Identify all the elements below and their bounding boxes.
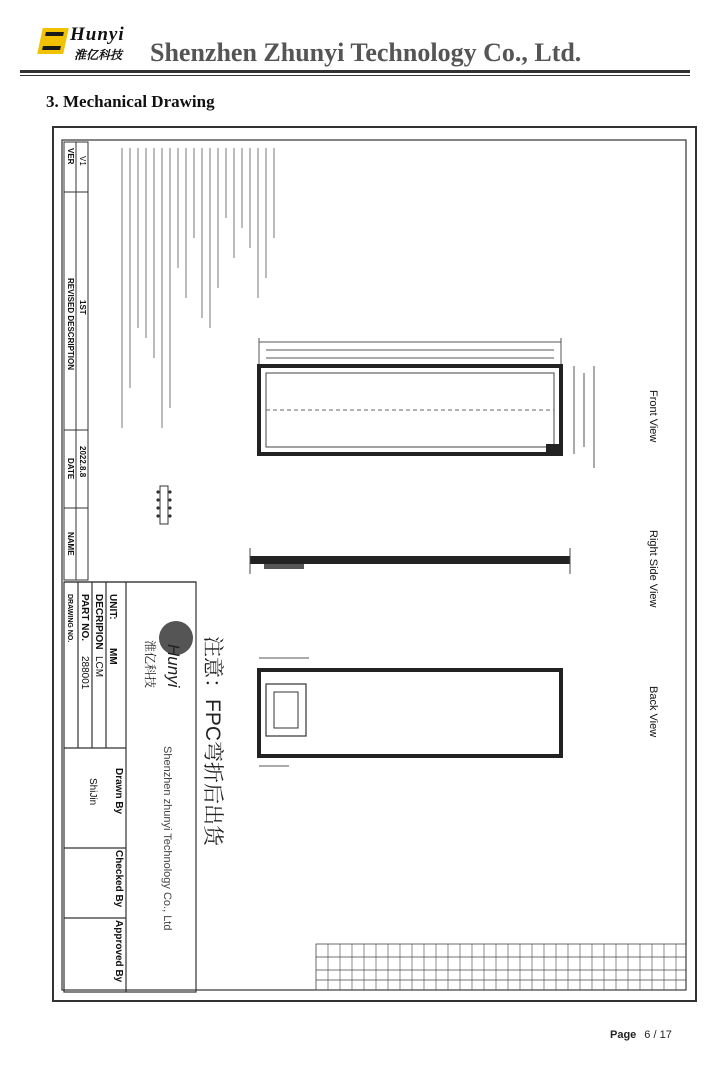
date-value: 2022.8.8: [78, 446, 87, 478]
drawn-by-label: Drawn By: [113, 768, 124, 815]
bom-grid: [316, 944, 686, 990]
connector-detail: [156, 486, 171, 524]
approved-by-label: Approved By: [113, 920, 124, 983]
right-side-view-label: Right Side View: [647, 530, 659, 608]
title-block-logo-en: Hunyi: [164, 644, 183, 688]
logo-text-cn: 淮亿科技: [74, 48, 123, 62]
fpc-note: 注意：FPC弯折后出货: [201, 636, 224, 846]
header-divider: [20, 70, 690, 73]
unit-label: UNIT:: [107, 594, 118, 620]
front-view-label: Front View: [647, 390, 659, 443]
back-view-label: Back View: [647, 686, 659, 738]
inner-frame: [62, 140, 686, 990]
title-block-logo: [143, 621, 193, 930]
description-value: LCM: [93, 656, 104, 678]
ver-value: V1: [78, 156, 87, 166]
page-value: 6 / 17: [644, 1029, 672, 1041]
logo-mark-icon: [37, 28, 69, 54]
drawn-by-value: ShiJin: [87, 778, 98, 806]
section-title: 3. Mechanical Drawing: [46, 92, 215, 111]
company-name: Shenzhen Zhunyi Technology Co., Ltd.: [150, 38, 582, 67]
ver-header: VER: [66, 148, 75, 165]
title-block-logo-cn: 淮亿科技: [143, 640, 157, 689]
part-no-value: 288001: [79, 656, 90, 690]
name-header: NAME: [66, 532, 75, 556]
page-number: [610, 1029, 672, 1041]
company-logo: [22, 22, 142, 70]
drawing-notes: [122, 148, 274, 428]
revised-description-header: REVISED DESCRIPTION: [66, 278, 75, 371]
part-no-label: PART NO.: [79, 594, 90, 642]
front-view-drawing: [259, 338, 594, 468]
description-label: DECRIPION: [93, 594, 104, 650]
checked-by-label: Checked By: [113, 850, 124, 908]
drawing-sheet: [52, 126, 697, 1002]
header-divider-thin: [20, 75, 690, 76]
drawing-no-label: DRAWING NO.: [66, 594, 73, 643]
mechanical-drawing: [54, 128, 695, 1000]
back-view-drawing: [259, 658, 561, 766]
logo-text-en: Hunyi: [70, 24, 125, 45]
bom-grid-cols: [328, 944, 676, 990]
right-side-view-drawing: [250, 548, 570, 574]
title-block-company: Shenzhen zhunyi Technology Co., Ltd: [161, 746, 173, 931]
unit-value: MM: [107, 648, 118, 665]
revised-description-value: 1ST: [78, 300, 87, 315]
date-header: DATE: [66, 458, 75, 480]
page-label: Page: [610, 1029, 637, 1041]
